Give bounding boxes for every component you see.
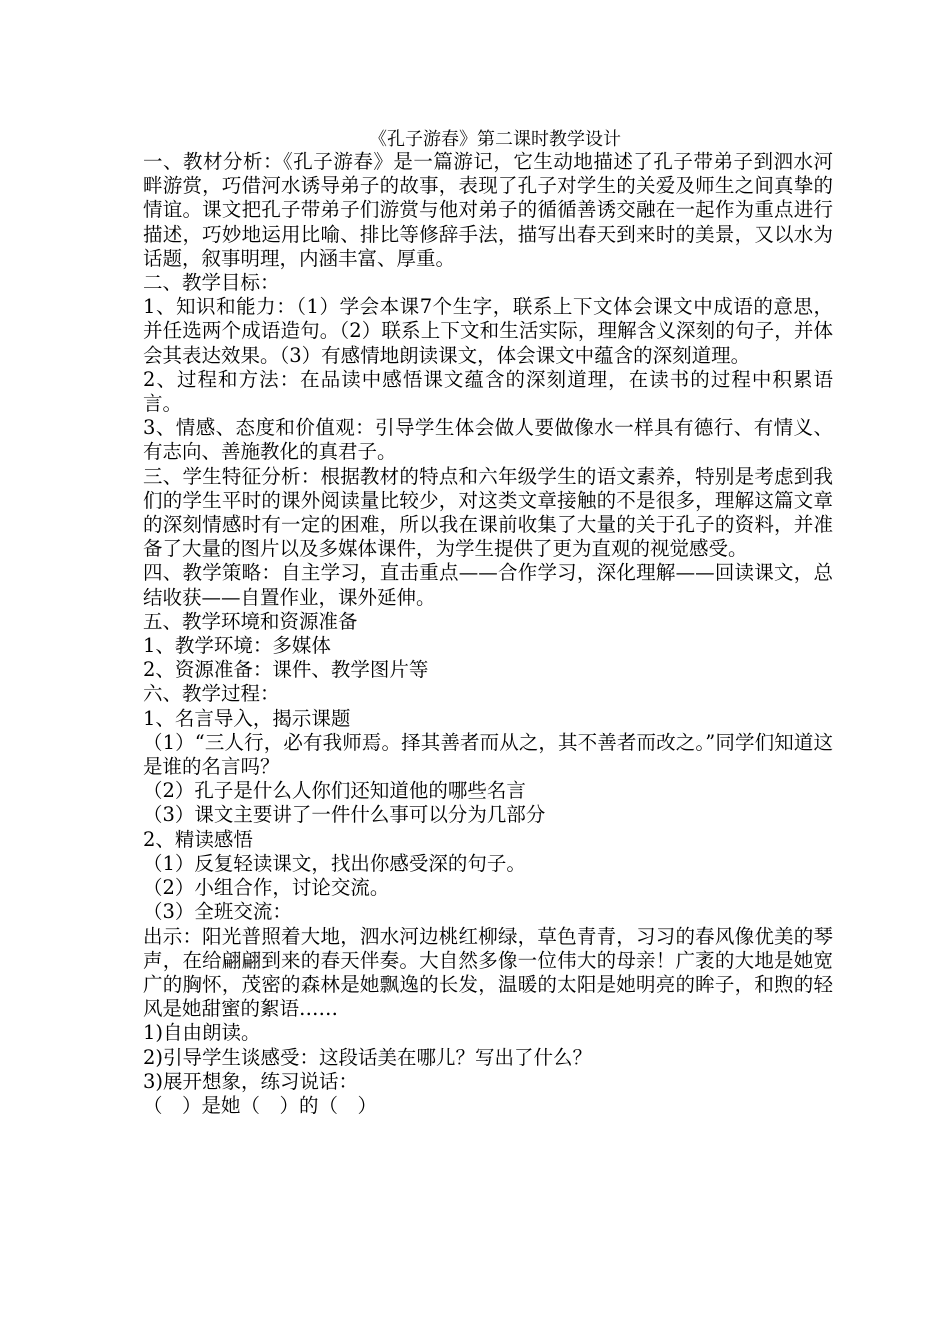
process-step-2-c: （3）全班交流： <box>143 900 292 924</box>
process-step-1-q1: （1）“三人行，必有我师焉。择其善者而从之，其不善者而改之。”同学们知道这是谁的名言吗？ <box>143 730 833 779</box>
fill-blank-pattern: （ ）是她（ ）的（ ） <box>143 1093 378 1117</box>
process-step-2: 2、精读感悟 <box>143 827 253 851</box>
section-student-analysis: 三、学生特征分析：根据教材的特点和六年级学生的语文素养，特别是考虑到我们的学生平时的课外阅读量比较少，对这类文章接触的不是很多，理解这篇文章的深刻情感时有一定的困难，所以我在课前收集了大量的关于孔子的资料，并准备了大量的图片以及多媒体课件，为学生提供了更为直观的视觉感受。 <box>143 464 833 561</box>
section-process-heading: 六、教学过程： <box>143 682 280 706</box>
passage-display: 出示：阳光普照着大地，泗水河边桃红柳绿，草色青青，习习的春风像优美的琴声，在给翩翩到来的春天伴奏。大自然多像一位伟大的母亲！广袤的大地是她宽广的胸怀，茂密的森林是她飘逸的长发，温暖的太阳是她明亮的眸子，和煦的轻风是她甜蜜的絮语…… <box>143 924 833 1021</box>
goal-process-method: 2、过程和方法：在品读中感悟课文蕴含的深刻道理，在读书的过程中积累语言。 <box>143 367 833 416</box>
resource-item: 2、资源准备：课件、教学图片等 <box>143 658 429 682</box>
activity-feel: 2)引导学生谈感受：这段话美在哪儿？写出了什么？ <box>143 1045 593 1069</box>
goal-knowledge-ability: 1、知识和能力：（1）学会本课7个生字，联系上下文体会课文中成语的意思，并任选两个成语造句。（2）联系上下文和生活实际，理解含义深刻的句子，并体会其表达效果。（3）有感情地朗读课文，体会课文中蕴含的深刻道理。 <box>143 295 833 367</box>
section-textbook-analysis: 一、教材分析：《孔子游春》是一篇游记，它生动地描述了孔子带弟子到泗水河畔游赏，巧借河水诱导弟子的故事，表现了孔子对学生的关爱及师生之间真挚的情谊。课文把孔子带弟子们游赏与他对弟子的循循善诱交融在一起作为重点进行描述，巧妙地运用比喻、排比等修辞手法，描写出春天到来时的美景，又以水为话题，叙事明理，内涵丰富、厚重。 <box>143 150 833 270</box>
document-body <box>143 150 833 1118</box>
section-environment-heading: 五、教学环境和资源准备 <box>143 609 358 633</box>
process-step-1-q2: （2）孔子是什么人你们还知道他的哪些名言 <box>143 779 526 803</box>
process-step-1: 1、名言导入，揭示课题 <box>143 706 351 730</box>
process-step-2-b: （2）小组合作，讨论交流。 <box>143 876 390 900</box>
environment-item: 1、教学环境：多媒体 <box>143 634 331 658</box>
document-title: 《孔子游春》第二课时教学设计 <box>369 129 621 150</box>
section-teaching-strategy: 四、教学策略：自主学习，直击重点——合作学习，深化理解——回读课文，总结收获——自置作业，课外延伸。 <box>143 561 833 609</box>
process-step-2-a: （1）反复轻读课文，找出你感受深的句子。 <box>143 851 526 875</box>
process-step-1-q3: （3）课文主要讲了一件什么事可以分为几部分 <box>143 803 546 827</box>
section-teaching-goals-heading: 二、教学目标： <box>143 271 280 295</box>
activity-imagine: 3)展开想象，练习说话： <box>143 1069 359 1093</box>
activity-read: 1)自由朗读。 <box>143 1021 261 1045</box>
goal-emotion-values: 3、情感、态度和价值观：引导学生体会做人要做像水一样具有德行、有情义、有志向、善施教化的真君子。 <box>143 416 833 464</box>
